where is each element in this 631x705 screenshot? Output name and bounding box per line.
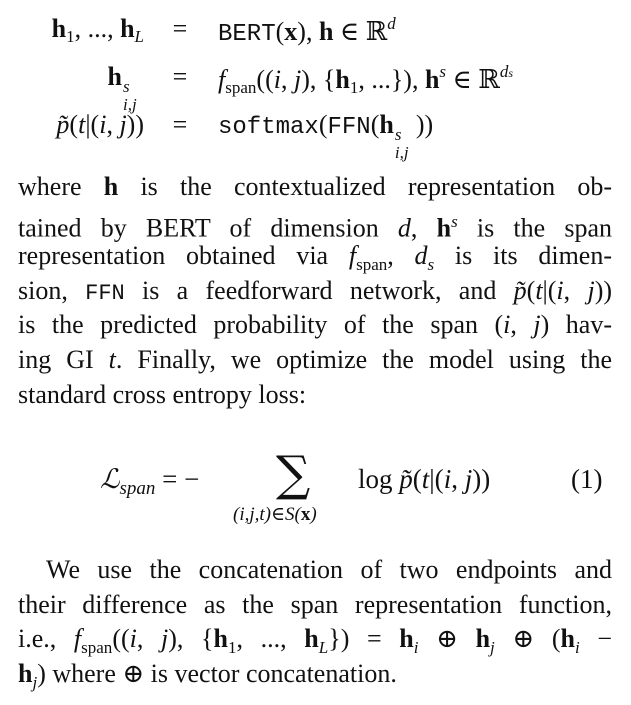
equation-2-equals: =	[172, 62, 188, 91]
equation-3-equals: =	[172, 110, 188, 139]
paragraph-1-line-4: sion, FFN is a feedforward network, and p̃(t|(i, j))	[18, 275, 613, 306]
sum-symbol: ∑	[276, 446, 311, 502]
paragraph-1-line-2: tained by BERT of dimension d, $h^s$ is the span	[18, 211, 613, 243]
equation-1-lhs: $h_1$, ..., $h_L$	[51, 14, 144, 46]
equation-row-1	[0, 14, 631, 54]
loss-equation-lhs: ℒ$_{span}$ = −	[100, 464, 200, 499]
paragraph-1-line-6: ing GI t. Finally, we optimize the model using the	[18, 344, 612, 374]
equation-row-2	[0, 62, 631, 114]
paragraph-1-line-1: where h is the contextualized representation ob-	[18, 172, 613, 201]
equation-3-rhs: softmax(FFN(h s i,j ))	[218, 110, 434, 162]
paragraph-2	[18, 553, 612, 691]
loss-equation	[0, 446, 631, 540]
paragraph-2-line-1: We use the concatenation of two endpoints and	[46, 555, 612, 584]
equation-2-lhs: h s i,j	[107, 62, 137, 114]
paragraph-2-line-2: their difference as the span representation function,	[18, 589, 612, 619]
equation-3-lhs: p̃(t|(i, j))	[56, 110, 144, 139]
paragraph-2-line-4: $h_j$) where ⊕ is vector concatenation.	[18, 658, 397, 692]
sum-limit: (i,j,t)∈S(x)	[233, 504, 317, 525]
loss-equation-term: log p̃(t|(i, j))	[358, 464, 491, 494]
paragraph-1-line-3: representation obtained via $f_{span}$, $d_s$ is its dimen-	[18, 241, 612, 275]
equation-1-rhs: BERT(x), h ∈ ℝ$^d$	[218, 14, 396, 48]
equation-2-rhs: $f_{span}((i$, j), {$h_1$, ...}), $h^s$ ∈ ℝ$^{ds}$	[218, 62, 514, 97]
equation-row-3	[0, 110, 631, 162]
paragraph-1-line-7: standard cross entropy loss:	[18, 379, 307, 409]
equation-number: (1)	[571, 464, 603, 494]
paragraph-1-line-5: is the predicted probability of the span (i, j) hav-	[18, 310, 612, 340]
equation-1-equals: =	[172, 14, 188, 43]
paragraph-1	[18, 170, 612, 412]
paragraph-2-line-3: i.e., $f_{span}((i$, j), {$h_1$, ..., $h_L\}) = h_i$ ⊕ $h_j$ ⊕ ($h_i$ −	[18, 624, 612, 658]
